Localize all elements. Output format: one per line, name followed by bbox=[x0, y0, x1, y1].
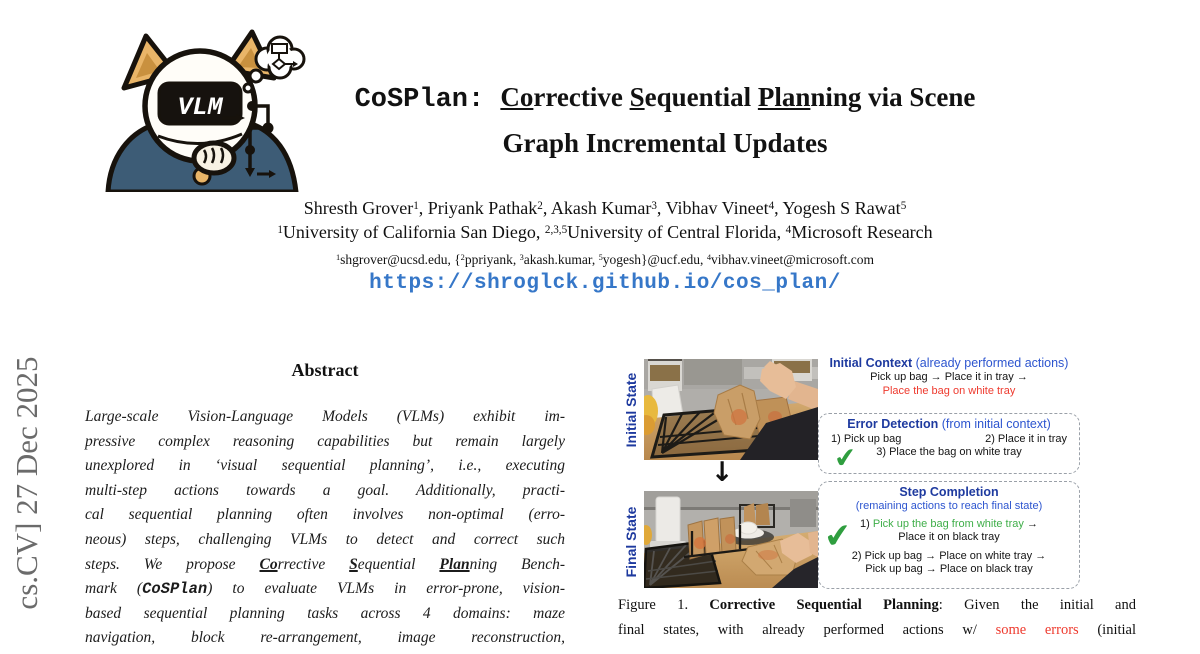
abstract-line bbox=[85, 408, 565, 433]
text-segment: 1 bbox=[413, 199, 419, 212]
text-segment: steps. We propose bbox=[85, 555, 260, 573]
text-segment: University of California San Diego, bbox=[282, 222, 545, 242]
abstract-line bbox=[85, 605, 565, 630]
text-segment: Plan bbox=[439, 555, 470, 573]
text-segment: CoSPlan bbox=[142, 580, 208, 599]
text-segment: Corrective Sequential Planning bbox=[709, 597, 939, 613]
text-segment: cal sequential planning often involves non-optimal (erro- bbox=[85, 506, 565, 524]
text-segment: rrective bbox=[533, 82, 630, 112]
text-segment: Plan bbox=[757, 82, 811, 112]
text-segment: final states, with already performed actions w/ bbox=[618, 622, 996, 638]
text-segment: University of Central Florida, bbox=[567, 222, 786, 242]
figure-caption-line2 bbox=[618, 622, 1136, 647]
thinking-hand bbox=[194, 143, 234, 173]
step-completion-subheading: (remaining actions to reach final state) bbox=[855, 500, 1043, 512]
abstract-line bbox=[85, 506, 565, 531]
abstract-line bbox=[85, 580, 565, 605]
checkmark-icon: ✔ bbox=[822, 514, 854, 557]
text-segment: Microsoft Research bbox=[791, 222, 933, 242]
text-segment: mark ( bbox=[85, 580, 143, 598]
error-item-2: 2) Place it in tray bbox=[985, 433, 1067, 445]
text-segment: ppriyank, bbox=[464, 252, 520, 267]
text-segment: → bbox=[1023, 517, 1038, 530]
text-segment: unexplored in ‘visual sequential planning’, i.e., executing bbox=[85, 457, 565, 475]
checkmark-icon: ✔ bbox=[832, 441, 859, 476]
initial-context-heading bbox=[818, 356, 1080, 371]
abstract-line bbox=[85, 629, 565, 654]
text-segment: equential bbox=[644, 82, 758, 112]
text-segment: 1 bbox=[335, 253, 341, 263]
text-segment: 4 bbox=[785, 223, 792, 236]
text-segment: some errors bbox=[995, 622, 1079, 638]
abstract-line bbox=[85, 433, 565, 458]
text-segment: equential bbox=[357, 555, 440, 573]
step-completion-box bbox=[818, 481, 1080, 589]
initial-context-block bbox=[818, 356, 1080, 398]
text-segment: , Vibhav Vineet bbox=[656, 198, 769, 218]
text-segment: shgrover@ucsd.edu, { bbox=[340, 252, 461, 267]
text-segment: (already performed actions) bbox=[912, 356, 1069, 370]
text-segment: Shresth Grover bbox=[303, 198, 414, 218]
affiliations-line bbox=[105, 222, 1105, 243]
text-segment: 3 bbox=[651, 199, 657, 212]
text-segment: neous) steps, challenging VLMs to detect and correct such bbox=[85, 530, 565, 548]
authors-line bbox=[105, 198, 1105, 219]
step-line-1 bbox=[819, 518, 1079, 532]
text-segment: Co bbox=[500, 82, 534, 112]
text-segment: Co bbox=[259, 555, 278, 573]
text-segment: 4 bbox=[768, 199, 775, 212]
project-url-link[interactable]: https://shroglck.github.io/cos_plan/ bbox=[369, 272, 841, 295]
text-segment: , Yogesh S Rawat bbox=[774, 198, 901, 218]
text-segment: Figure 1. bbox=[618, 597, 710, 613]
paper-title-line2: Graph Incremental Updates bbox=[502, 128, 828, 158]
final-state-photo bbox=[644, 491, 818, 588]
initial-context-actions: Pick up bag → Place it in tray → bbox=[870, 371, 1028, 383]
visor-text: VLM bbox=[177, 93, 223, 122]
text-segment: rrective bbox=[277, 555, 350, 573]
text-segment: ) to evaluate VLMs in error-prone, vision- bbox=[207, 580, 565, 598]
text-segment: S bbox=[629, 82, 645, 112]
text-segment: CoSPlan: bbox=[354, 85, 501, 115]
text-segment: (from initial context) bbox=[938, 417, 1051, 431]
text-segment: Pick up the bag from white tray bbox=[872, 517, 1024, 530]
step-line-3: 2) Pick up bag → Place on white tray → bbox=[851, 549, 1047, 562]
text-segment: 1 bbox=[277, 223, 283, 236]
final-state-label: Final State bbox=[623, 506, 639, 578]
step-completion-heading: Step Completion bbox=[899, 485, 999, 499]
abstract-heading: Abstract bbox=[291, 360, 359, 380]
abstract-line bbox=[85, 482, 565, 507]
text-segment: Large-scale Vision-Language Models (VLMs) exhibit im- bbox=[85, 408, 565, 425]
text-segment: , Akash Kumar bbox=[542, 198, 652, 218]
text-segment: ning Bench- bbox=[469, 555, 565, 573]
step-line-4: Pick up bag → Place on black tray bbox=[865, 563, 1033, 575]
text-segment: pressive complex reasoning capabilities but remain largely bbox=[85, 432, 565, 450]
error-detection-items bbox=[819, 432, 1079, 446]
figure-caption bbox=[618, 597, 1136, 647]
text-segment: 1) bbox=[860, 517, 873, 530]
vlm-mascot-logo bbox=[98, 26, 310, 192]
text-segment: 2,3,5 bbox=[544, 223, 568, 236]
text-segment: yogesh}@ucf.edu, bbox=[602, 252, 707, 267]
abstract-line bbox=[85, 556, 565, 581]
text-segment: 2 bbox=[537, 199, 543, 212]
initial-state-photo bbox=[644, 359, 818, 460]
text-segment: (initial bbox=[1078, 622, 1137, 638]
abstract-body bbox=[85, 408, 565, 654]
text-segment: S bbox=[349, 555, 358, 573]
abstract-line bbox=[85, 457, 565, 482]
text-segment: , Priyank Pathak bbox=[418, 198, 538, 218]
figure-caption-line1 bbox=[618, 597, 1136, 622]
paper-title-line1 bbox=[280, 82, 1050, 115]
text-segment: Initial Context bbox=[829, 356, 913, 370]
abstract-line bbox=[85, 531, 565, 556]
initial-context-error-action: Place the bag on white tray bbox=[882, 384, 1016, 397]
text-segment: 2 bbox=[460, 253, 465, 263]
text-segment: multi-step actions towards a goal. Additionally, practi- bbox=[85, 481, 565, 499]
text-segment: akash.kumar, bbox=[523, 252, 599, 267]
text-segment: : Given the initial and bbox=[938, 597, 1136, 613]
text-segment: Error Detection bbox=[847, 417, 939, 431]
text-segment: 3 bbox=[519, 253, 524, 263]
text-segment: navigation, block re-arrangement, image reconstruction, bbox=[85, 629, 565, 647]
arxiv-watermark: cs.CV] 27 Dec 2025 bbox=[9, 356, 44, 610]
emails-line bbox=[105, 252, 1105, 268]
initial-state-label: Initial State bbox=[623, 372, 639, 448]
text-segment: 5 bbox=[598, 253, 603, 263]
text-segment: ning via Scene bbox=[810, 82, 976, 112]
text-segment: based sequential planning tasks across 4 domains: maze bbox=[85, 604, 565, 622]
error-item-3: 3) Place the bag on white tray bbox=[876, 446, 1022, 458]
error-item-1: 1) Pick up bag bbox=[831, 433, 902, 445]
error-detection-heading bbox=[819, 417, 1079, 432]
text-segment: 5 bbox=[900, 199, 907, 212]
step-line-2: Place it on black tray bbox=[898, 531, 1000, 543]
text-segment: vibhav.vineet@microsoft.com bbox=[711, 252, 875, 267]
text-segment: 4 bbox=[706, 253, 711, 263]
down-arrow-icon: ↓ bbox=[710, 457, 734, 488]
